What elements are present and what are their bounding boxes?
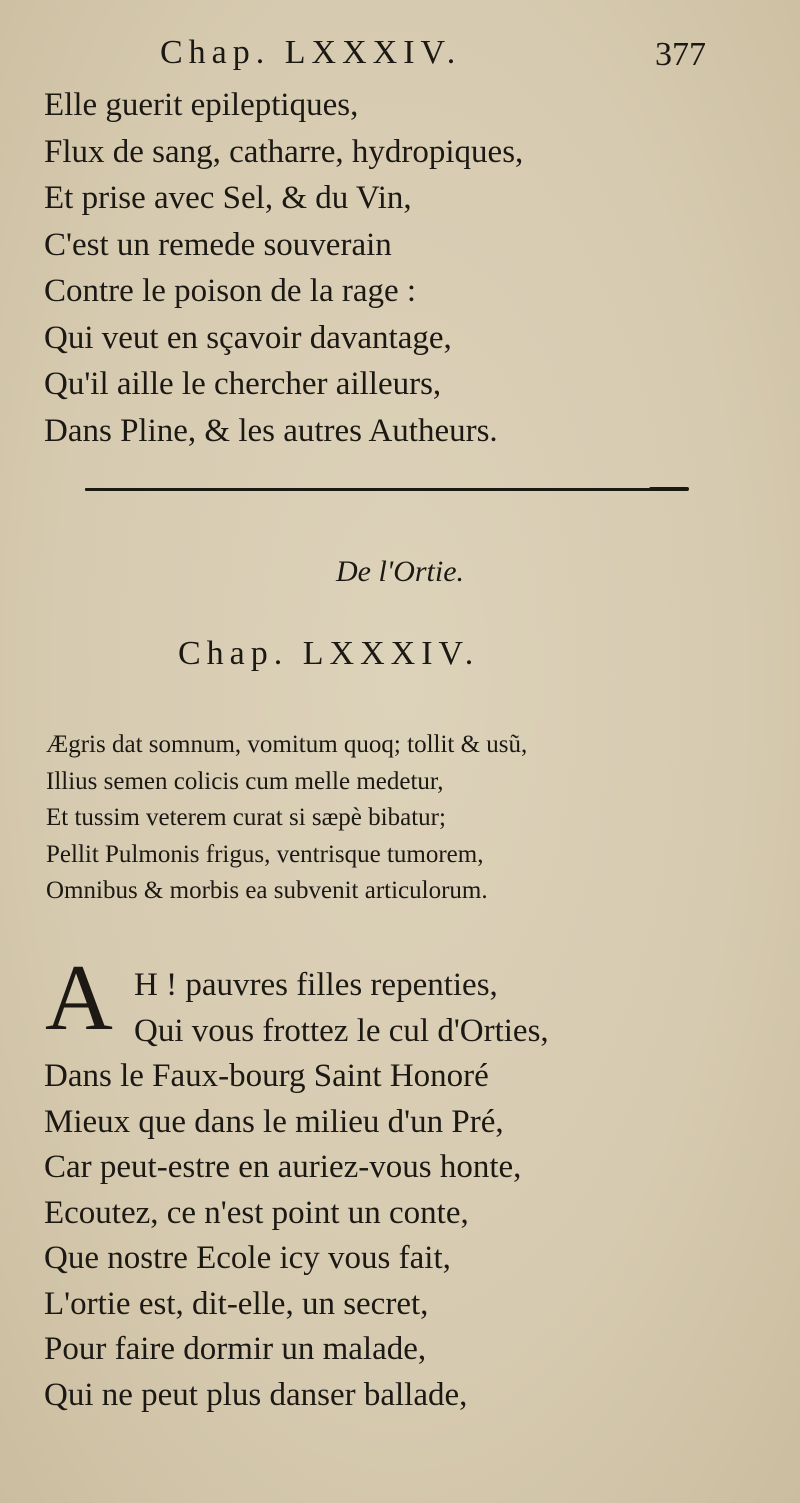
verse-line: Pour faire dormir un malade, [44, 1331, 427, 1367]
latin-line: Et tussim veterem curat si sæpè bibatur; [46, 804, 446, 831]
page-number: 377 [655, 36, 706, 73]
verse-line: Elle guerit epileptiques, [44, 87, 359, 123]
verse-line: Dans le Faux-bourg Saint Honoré [44, 1058, 489, 1094]
drop-cap: A [45, 946, 113, 1050]
verse-line: C'est un remede souverain [44, 226, 392, 263]
verse-block-top [44, 82, 523, 454]
verse-line: Flux de sang, catharre, hydropiques, [44, 133, 524, 170]
page-header [0, 34, 800, 84]
section-title: De l'Ortie. [335, 555, 465, 588]
verse-line: Qui ne peut plus danser ballade, [44, 1376, 468, 1413]
verse-block-bottom [44, 963, 549, 1418]
verse-line: Que nostre Ecole icy vous fait, [44, 1240, 451, 1276]
verse-line: Car peut-estre en auriez-vous honte, [44, 1149, 522, 1185]
verse-line: Et prise avec Sel, & du Vin, [44, 180, 412, 216]
verse-line: Ecoutez, ce n'est point un conte, [44, 1194, 469, 1231]
latin-line: Illius semen colicis cum melle medetur, [46, 767, 444, 795]
verse-line: Qu'il aille le chercher ailleurs, [44, 366, 442, 402]
verse-line: L'ortie est, dit-elle, un secret, [44, 1285, 429, 1322]
verse-line: Mieux que dans le milieu d'un Pré, [44, 1103, 504, 1140]
verse-line: Contre le poison de la rage : [44, 273, 417, 309]
verse-line: Dans Pline, & les autres Autheurs. [44, 412, 498, 449]
chapter-heading: Chap. LXXXIV. [178, 635, 480, 672]
verse-line: Qui vous frottez le cul d'Orties, [134, 1012, 549, 1049]
latin-verse-block [46, 727, 527, 910]
latin-line: Ægris dat somnum, vomitum quoq; tollit & usũ, [46, 731, 528, 758]
running-head: Chap. LXXXIV. [160, 34, 462, 71]
verse-line: H ! pauvres filles repenties, [134, 967, 498, 1003]
latin-line: Pellit Pulmonis frigus, ventrisque tumorem, [46, 840, 484, 868]
latin-line: Omnibus & morbis ea subvenit articulorum. [46, 877, 488, 904]
verse-line: Qui veut en sçavoir davantage, [44, 319, 452, 356]
section-divider [85, 488, 687, 491]
